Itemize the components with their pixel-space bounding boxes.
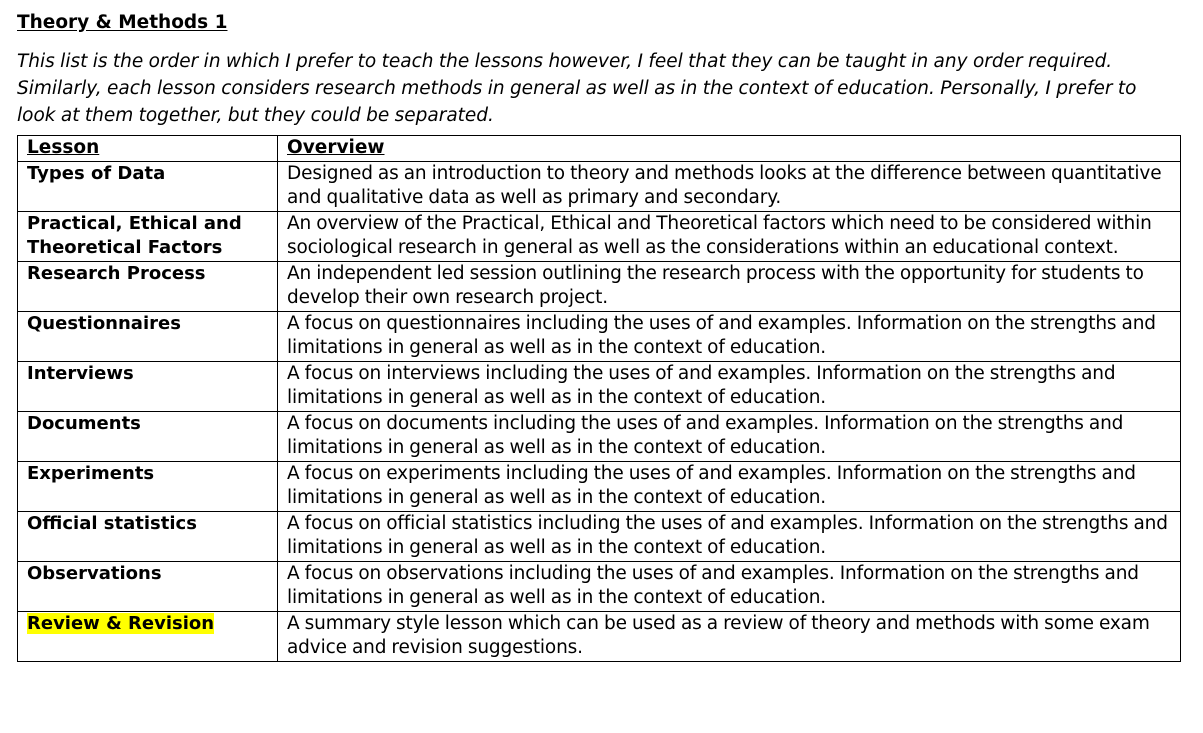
intro-paragraph: This list is the order in which I prefer to teach the lessons however, I feel that they can be taught in any order required. Similarly, each lesson considers research methods in general as well as in the context of education. Personally, I prefer to look at them together, but they could be separated.: [17, 51, 1137, 126]
lesson-overview: A focus on interviews including the uses of and examples. Information on the strengths and limitations in general as well as in the context of education.: [278, 361, 1181, 411]
lesson-name: Documents: [27, 412, 141, 434]
lesson-overview: A focus on observations including the uses of and examples. Information on the strengths and limitations in general as well as in the context of education.: [278, 561, 1181, 611]
table-body: [18, 161, 1181, 661]
table-row: [18, 411, 1181, 461]
header-overview: Overview: [278, 136, 1181, 162]
header-lesson: Lesson: [18, 136, 278, 162]
lesson-name: Official statistics: [27, 512, 197, 534]
lesson-name: Types of Data: [27, 162, 166, 184]
lesson-overview: An independent led session outlining the research process with the opportunity for students to develop their own research project.: [278, 261, 1181, 311]
document-page: [17, 10, 1180, 662]
lesson-name-cell: [18, 561, 278, 611]
table-row: [18, 361, 1181, 411]
lesson-name-cell: [18, 311, 278, 361]
lesson-name: Review & Revision: [27, 612, 215, 634]
lesson-overview: A summary style lesson which can be used as a review of theory and methods with some exam advice and revision suggestions.: [278, 611, 1181, 661]
lesson-name: Research Process: [27, 262, 206, 284]
lesson-name-cell: [18, 461, 278, 511]
table-header-row: [18, 136, 1181, 162]
lesson-name: Practical, Ethical and Theoretical Factors: [27, 212, 242, 258]
table-row: [18, 261, 1181, 311]
lesson-name-cell: [18, 361, 278, 411]
table-row: [18, 511, 1181, 561]
table-row: [18, 161, 1181, 211]
table-row: [18, 561, 1181, 611]
table-row: [18, 461, 1181, 511]
lesson-name: Observations: [27, 562, 162, 584]
lesson-name: Interviews: [27, 362, 134, 384]
lessons-table: [17, 135, 1181, 662]
lesson-overview: A focus on documents including the uses of and examples. Information on the strengths and limitations in general as well as in the context of education.: [278, 411, 1181, 461]
document-title: Theory & Methods 1: [17, 12, 228, 33]
lesson-name-cell: [18, 411, 278, 461]
lesson-name: Experiments: [27, 462, 155, 484]
lesson-overview: A focus on experiments including the uses of and examples. Information on the strengths and limitations in general as well as in the context of education.: [278, 461, 1181, 511]
lesson-name-cell: [18, 611, 278, 661]
table-row: [18, 611, 1181, 661]
table-row: [18, 311, 1181, 361]
lesson-overview: Designed as an introduction to theory and methods looks at the difference between quantitative and qualitative data as well as primary and secondary.: [278, 161, 1181, 211]
lesson-name-cell: [18, 261, 278, 311]
lesson-name-cell: [18, 211, 278, 261]
lesson-overview: A focus on questionnaires including the uses of and examples. Information on the strengths and limitations in general as well as in the context of education.: [278, 311, 1181, 361]
lesson-name-cell: [18, 161, 278, 211]
lesson-overview: An overview of the Practical, Ethical and Theoretical factors which need to be considered within sociological research in general as well as the considerations within an educational context.: [278, 211, 1181, 261]
lesson-overview: A focus on official statistics including the uses of and examples. Information on the strengths and limitations in general as well as in the context of education.: [278, 511, 1181, 561]
lesson-name: Questionnaires: [27, 312, 181, 334]
lesson-name-cell: [18, 511, 278, 561]
table-row: [18, 211, 1181, 261]
